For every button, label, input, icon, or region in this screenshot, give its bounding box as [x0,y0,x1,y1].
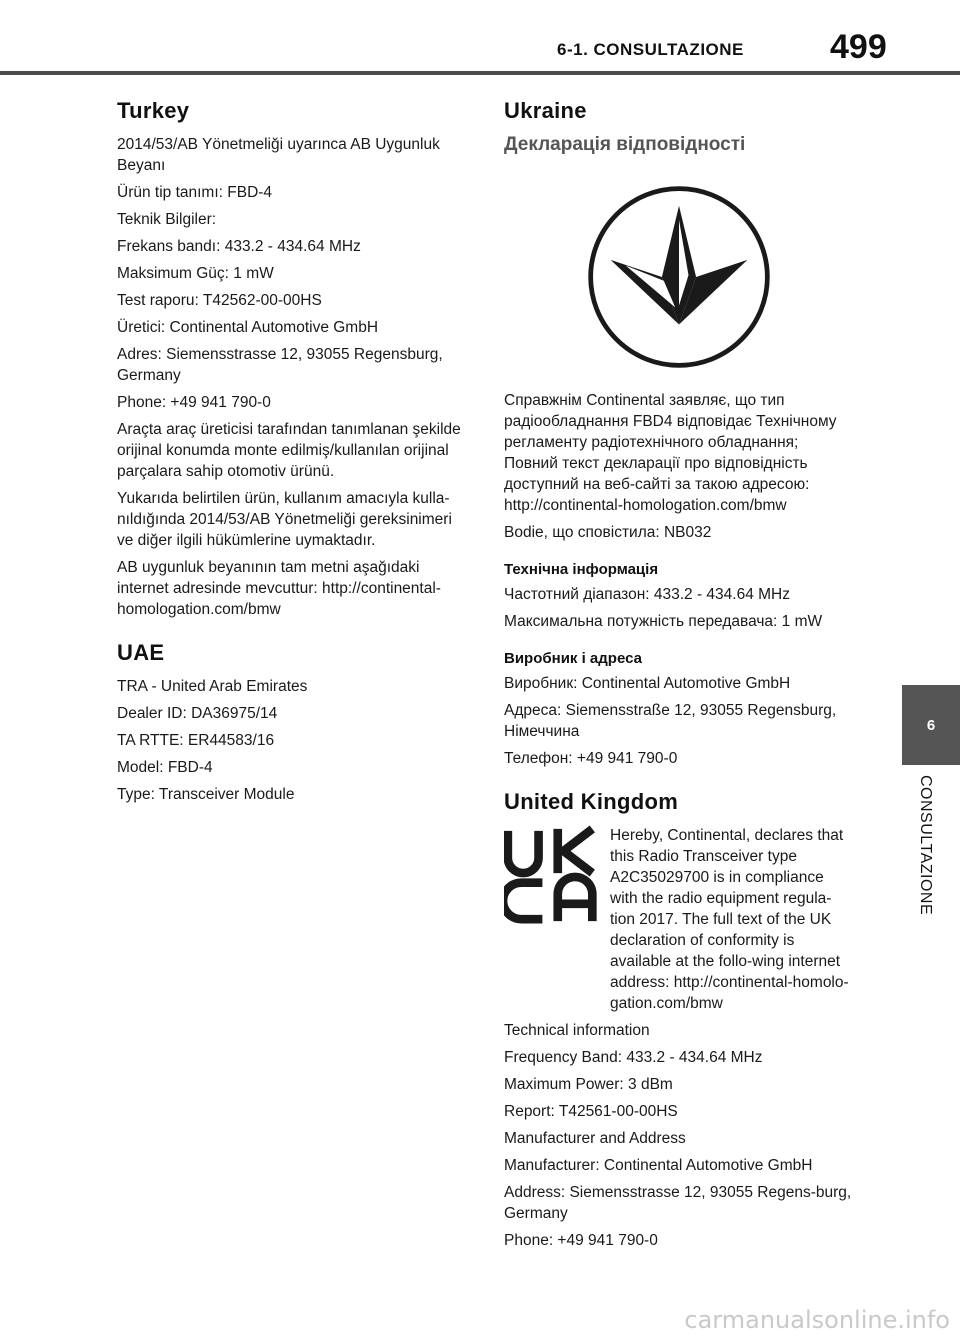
uk-line: Report: T42561-00-00HS [504,1103,678,1120]
turkey-line: Teknik Bilgiler: [117,211,217,228]
watermark: carmanualsonline.info [684,1306,950,1334]
uk-declaration: Hereby, Continental, declares that this Radio Transceiver type A2C35029700 is in compliance with the radio equipment regula-tion 2017. The full text of the UK declaration of conformity is available at the follo-wing internet address: http://continental-homolo-gation.com/bmw [610,827,849,1012]
uk-title: United Kingdom [504,789,679,814]
ukraine-tech-line: Максимальна потужність передавача: 1 mW [504,613,823,630]
page-number: 499 [830,28,887,66]
turkey-title: Turkey [117,98,190,123]
uk-line: Technical information [504,1022,650,1039]
ukraine-mfr-line: Телефон: +49 941 790-0 [504,750,678,767]
uk-line: Maximum Power: 3 dBm [504,1076,673,1093]
uk-line: Phone: +49 941 790-0 [504,1232,658,1249]
ukraine-title: Ukraine [504,98,587,123]
turkey-line: Test raporu: T42562-00-00HS [117,292,322,309]
turkey-line: Yukarıda belirtilen ürün, kullanım amacıyla kulla-nıldığında 2014/53/AB Yönetmeliği gereksinimeri ve diğer ilgili hükümlerine uymaktadır. [117,490,452,549]
turkey-line: AB uygunluk beyanının tam metni aşağıdaki internet adresinde mevcuttur: http://continental-homologation.com/bmw [117,559,441,618]
chapter-label: CONSULTAZIONE [917,775,934,916]
ukraine-subtitle: Декларація відповідності [504,134,746,155]
uae-line: Model: FBD-4 [117,759,213,776]
section-label: 6-1. CONSULTAZIONE [557,40,744,59]
ukraine-intro: Справжнім Continental заявляє, що тип радіообладнання FBD4 відповідає Технічному регламенту радіотехнічного обладнання; Повний текст декларації про відповідність доступний на веб-сайті за такою адресою: http://continental-homologation.com/bmw [504,392,837,514]
chapter-tab[interactable] [902,685,960,765]
uae-line: TRA - United Arab Emirates [117,678,308,695]
uk-declaration-block [504,825,854,1014]
left-column [117,98,467,811]
header-rule [0,71,960,75]
turkey-line: Araçta araç üreticisi tarafından tanımlanan şekilde orijinal konumda monte edilmiş/kullanılan orijinal parçalara sahip otomotiv ürünü. [117,421,461,480]
uae-line: TA RTTE: ER44583/16 [117,732,275,749]
uk-line: Manufacturer and Address [504,1130,686,1147]
turkey-line: Frekans bandı: 433.2 - 434.64 MHz [117,238,361,255]
uk-line: Address: Siemensstrasse 12, 93055 Regens-burg, Germany [504,1184,852,1222]
ukraine-conformity-mark-icon [584,182,774,372]
ukraine-mfr-heading: Виробник і адреса [504,650,642,667]
uae-line: Type: Transceiver Module [117,786,295,803]
ukraine-body: Bodie, що сповістила: NB032 [504,524,712,541]
ukraine-mfr-line: Виробник: Continental Automotive GmbH [504,675,791,692]
turkey-line: 2014/53/AB Yönetmeliği uyarınca AB Uygunluk Beyanı [117,136,440,174]
turkey-line: Ürün tip tanımı: FBD-4 [117,184,273,201]
uae-line: Dealer ID: DA36975/14 [117,705,278,722]
turkey-line: Adres: Siemensstrasse 12, 93055 Regensburg, Germany [117,346,443,384]
ukraine-tech-heading: Технічна інформація [504,561,659,578]
uk-line: Manufacturer: Continental Automotive GmbH [504,1157,813,1174]
turkey-line: Üretici: Continental Automotive GmbH [117,319,379,336]
ukraine-mfr-line: Адреса: Siemensstraße 12, 93055 Regensburg, Німеччина [504,702,837,740]
ukca-mark-icon [504,825,600,925]
right-column [504,98,854,1257]
uae-title: UAE [117,640,165,665]
ukraine-tech-line: Частотний діапазон: 433.2 - 434.64 MHz [504,586,790,603]
turkey-line: Phone: +49 941 790-0 [117,394,271,411]
chapter-number: 6 [926,716,936,734]
uk-line: Frequency Band: 433.2 - 434.64 MHz [504,1049,763,1066]
turkey-line: Maksimum Güç: 1 mW [117,265,274,282]
